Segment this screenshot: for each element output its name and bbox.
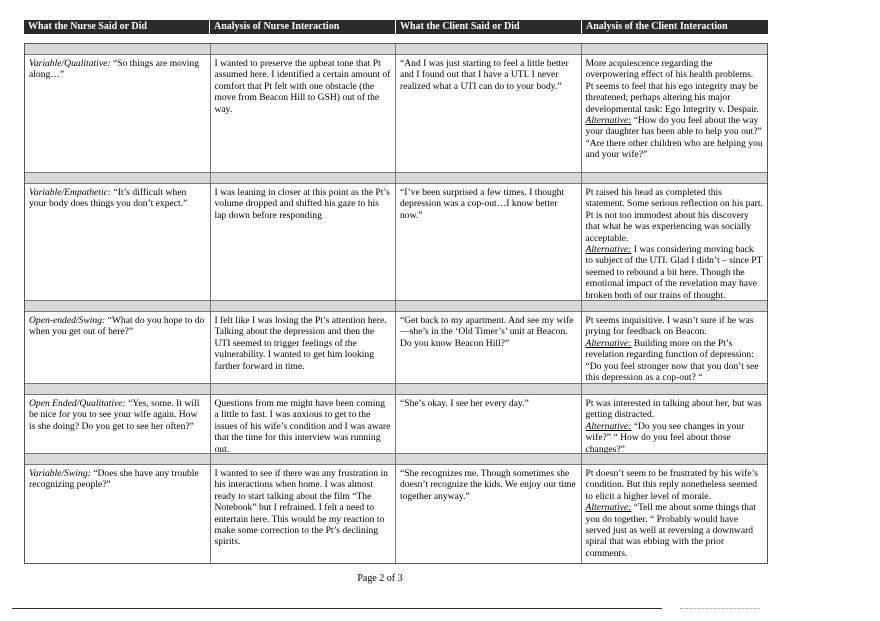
header-nurse-analysis: Analysis of Nurse Interaction bbox=[210, 20, 396, 34]
technique-label: Open-ended/Swing: bbox=[29, 315, 106, 326]
nurse-analysis: I felt like I was losing the Pt’s attention here. Talking about the depression and then the UTI seemed to trigger feelings of the vulnerability. I wanted to get him looking farther forward in time. bbox=[211, 312, 397, 383]
alternative-label: Alternative: bbox=[585, 115, 632, 127]
alternative-text: “Do you see changes in your wife?” “ How do you feel about those changes?” bbox=[585, 420, 745, 453]
header-nurse-said: What the Nurse Said or Did bbox=[24, 20, 210, 34]
nurse-statement bbox=[25, 312, 211, 383]
nurse-statement bbox=[25, 465, 211, 563]
table-row bbox=[25, 395, 767, 454]
nurse-analysis: I was leaning in closer at this point as the Pt’s volume dropped and shifted his gaze to his lap down before responding bbox=[211, 184, 397, 300]
nurse-quote: “What do you hope to do when you get out of here?” bbox=[29, 315, 205, 338]
alternative-label: Alternative: bbox=[585, 502, 632, 514]
client-analysis bbox=[582, 312, 768, 383]
nurse-analysis: I wanted to preserve the upbeat tone that Pt assumed here. I identified a certain amount of comfort that Pt felt with one obstacle (the move from Beacon Hill to GSH) out of the way. bbox=[211, 55, 397, 172]
alternative-text: “Tell me about some things that you do together. “ Probably would have served just as well at reversing a downward spiral that was ebbing with the prior comments. bbox=[585, 502, 756, 559]
client-analysis bbox=[582, 55, 768, 172]
nurse-statement bbox=[25, 55, 211, 172]
table-row bbox=[25, 465, 767, 563]
nurse-quote: “Yes, some. It will be nice for you to see your wife again. How is she doing? Do you get to see her often?” bbox=[29, 398, 200, 432]
alternative-text: “How do you feel about the way your daughter has been able to help you out?” “Are there other children who are helping you and your wife?” bbox=[585, 115, 763, 161]
nurse-statement bbox=[25, 395, 211, 453]
alternative-label: Alternative: bbox=[585, 420, 632, 432]
table-header bbox=[24, 20, 768, 34]
client-analysis bbox=[582, 465, 768, 563]
header-client-said: What the Client Said or Did bbox=[396, 20, 582, 34]
client-analysis-text: Pt raised his head as completed this statement. Some serious reflection on his part. Pt is not too immodest about his discovery that what he was experiencing was socially acceptable. bbox=[585, 187, 763, 244]
separator-row bbox=[25, 173, 767, 184]
nurse-statement bbox=[25, 184, 211, 300]
client-analysis-text: More acquiescence regarding the overpowering effect of his health problems. Pt seems to feel that his ego integrity may be threatened; perhaps altering his major developmental task: Ego Integrity v. Despair. bbox=[585, 58, 759, 115]
alternative-label: Alternative: bbox=[585, 244, 632, 256]
alternative-text: I was considering moving back to subject of the UTI. Glad I didn’t – since PT seemed to rebound a bit here. Though the emotional impact of the revelation may have broken both of our trains of thought. bbox=[585, 244, 763, 300]
table-row bbox=[25, 312, 767, 384]
header-client-analysis: Analysis of the Client Interaction bbox=[586, 21, 728, 32]
technique-label: Variable/Swing: bbox=[29, 468, 91, 479]
separator-row bbox=[25, 454, 767, 465]
table-row bbox=[25, 184, 767, 301]
client-statement: “And I was just starting to feel a little better and I found out that I have a UTI. I never realized what a UTI can do to your body.” bbox=[396, 55, 582, 172]
footer-rule bbox=[12, 608, 662, 609]
process-recording-table bbox=[24, 43, 768, 564]
footer-rule-faint bbox=[680, 608, 760, 609]
table-row bbox=[25, 55, 767, 173]
client-analysis-text: Pt doesn’t seem to be frustrated by his wife’s condition. But this reply nonetheless seemed to elicit a higher level of morale. bbox=[585, 468, 758, 502]
nurse-analysis: Questions from me might have been coming a little to fast. I was anxious to get to the issues of his wife’s condition and I was aware that the time for this interview was running out. bbox=[211, 395, 397, 453]
client-statement: “Get back to my apartment. And see my wife—she’s in the ‘Old Timer’s’ unit at Beacon. Do you know Beacon Hill?” bbox=[396, 312, 582, 383]
nurse-quote: “So things are moving along…” bbox=[29, 58, 200, 81]
page-number: Page 2 of 3 bbox=[357, 573, 403, 584]
client-analysis-text: Pt was interested in talking about her, but was getting distracted. bbox=[585, 398, 762, 421]
alternative-text: Building more on the Pt’s revelation regarding function of depression: “Do you feel stronger now that you don’t see this depression as a cop-out? “ bbox=[585, 337, 759, 383]
client-statement: “She’s okay. I see her every day.” bbox=[396, 395, 582, 453]
nurse-quote: “It’s difficult when your body does things you don’t expect.” bbox=[29, 187, 188, 210]
technique-label: Variable/Qualitative: bbox=[29, 58, 111, 69]
client-analysis-text: Pt seems inquisitive. I wasn’t sure if he was prying for feedback on Beacon. bbox=[585, 315, 754, 338]
nurse-quote: “Does she have any trouble recognizing people?” bbox=[29, 468, 199, 491]
separator-row bbox=[25, 301, 767, 312]
separator-row bbox=[25, 384, 767, 395]
separator-row bbox=[25, 44, 767, 55]
technique-label: Variable/Empathetic: bbox=[29, 187, 112, 198]
nurse-analysis: I wanted to see if there was any frustration in his interactions when home. I was almost ready to start talking about the film “The Notebook” but I refrained. I felt a need to entertain here. This would be my reaction to make some correction to the Pt’s declining spirits. bbox=[211, 465, 397, 563]
alternative-label: Alternative: bbox=[585, 337, 632, 349]
technique-label: Open Ended/Qualitative: bbox=[29, 398, 126, 409]
client-statement: “I’ve been surprised a few times. I thought depression was a cop-out…I know better now.” bbox=[396, 184, 582, 300]
client-analysis bbox=[582, 184, 768, 300]
client-analysis bbox=[582, 395, 768, 453]
client-statement: “She recognizes me. Though sometimes she doesn’t recognize the kids. We enjoy our time together anyway.” bbox=[396, 465, 582, 563]
